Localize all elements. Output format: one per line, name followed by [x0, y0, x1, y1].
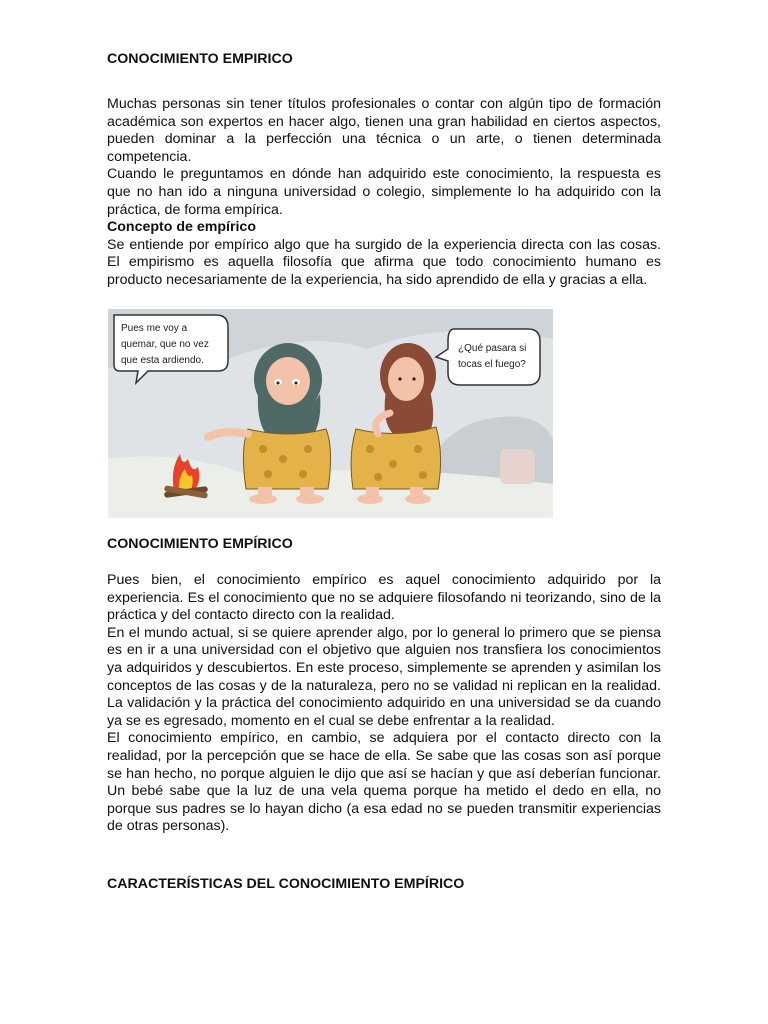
comic-left-bubble-line: Pues me voy a — [121, 323, 188, 334]
comic-left-bubble-line: quemar, que no vez — [121, 339, 209, 350]
subheading-concepto: Concepto de empírico — [107, 219, 256, 236]
comic-right-bubble-line: tocas el fuego? — [458, 359, 526, 370]
paragraph: Muchas personas sin tener títulos profesionales o contar con algún tipo de formación académica son expertos en hacer algo, tienen una gran habilidad en ciertos aspectos, pueden dominar a la perfección una técnica o un arte, o tienen determinada competencia. — [107, 96, 661, 165]
heading-caracteristicas: CARACTERÍSTICAS DEL CONOCIMIENTO EMPÍRICO — [107, 876, 465, 892]
paragraph: Se entiende por empírico algo que ha surgido de la experiencia directa con las cosas. El empirismo es aquella filosofía que afirma que todo conocimiento humano es producto necesariamente de la experiencia, ha sido aprendido de ella y gracias a ella. — [107, 236, 661, 288]
heading-conocimiento-empirico-2: CONOCIMIENTO EMPÍRICO — [107, 536, 293, 552]
comic-right-bubble-line: ¿Qué pasara si — [458, 343, 527, 354]
section-2-body — [107, 572, 661, 836]
paragraph: El conocimiento empírico, en cambio, se adquiera por el contacto directo con la realidad, por la percepción que se hace de ella. Se sabe que las cosas son así porque se han hecho, no porque alguien le dijo que así se hacían y que así deberían funcionar. Un bebé sabe que la luz de una vela quema porque ha metido el dedo en ella, no porque sus padres se lo hayan dicho (a esa edad no se pueden transmitir experiencias de otras personas). — [107, 730, 661, 835]
section-title-3 — [107, 876, 661, 894]
section-1-body — [107, 96, 661, 290]
paragraph: Pues bien, el conocimiento empírico es aquel conocimiento adquirido por la experiencia. Es el conocimiento que no se adquiere filosofando ni teorizando, sino de la práctica y del contacto directo con la realidad. — [107, 572, 661, 624]
caveman-comic-image — [108, 309, 553, 518]
heading-conocimiento-empirico: CONOCIMIENTO EMPIRICO — [107, 51, 293, 67]
section-title-1 — [107, 51, 661, 69]
comic-left-bubble-line: que esta ardiendo. — [121, 355, 204, 366]
paragraph: Cuando le preguntamos en dónde han adquirido este conocimiento, la respuesta es que no han ido a ninguna universidad o colegio, simplemente lo ha adquirido con la práctica, de forma empírica. — [107, 166, 661, 218]
section-title-2 — [107, 536, 661, 554]
paragraph: En el mundo actual, si se quiere aprender algo, por lo general lo primero que se piensa es en ir a una universidad con el objetivo que alguien nos transfiera los conocimientos ya adquiridos y descubiertos. En este proceso, simplemente se aprenden y asimilan los conceptos de las cosas y de la naturaleza, pero no se validad ni replican en la realidad. La validación y la práctica del conocimiento adquirido en una universidad se da cuando ya se es egresado, momento en el cual se debe enfrentar a la realidad. — [107, 624, 661, 729]
